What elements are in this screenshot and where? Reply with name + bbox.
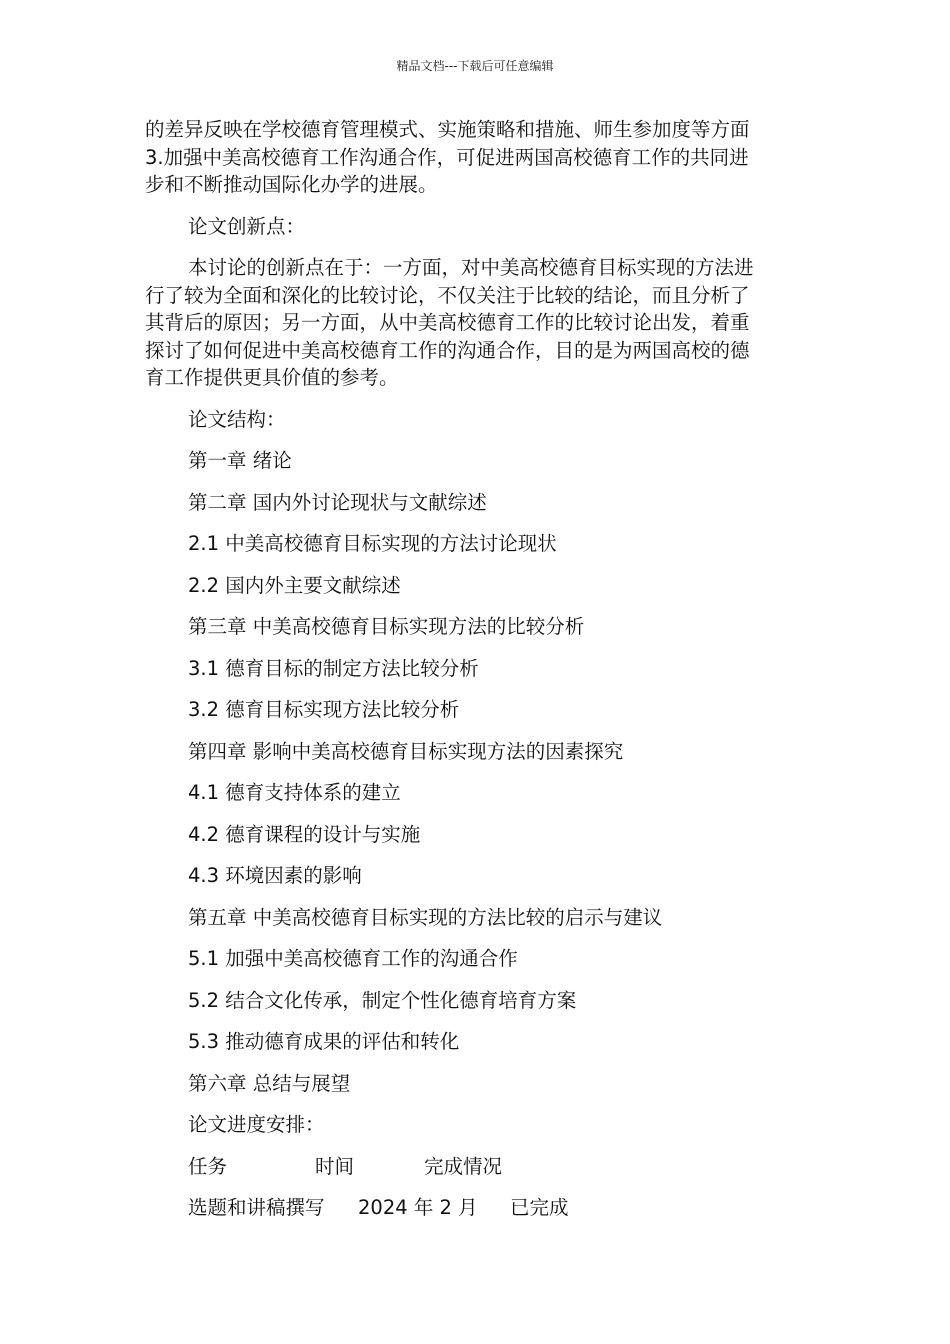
outline-item: 3.1 德育目标的制定方法比较分析 [188, 656, 479, 680]
innovation-line: 本讨论的创新点在于：一方面，对中美高校德育目标实现的方法进 [188, 256, 754, 279]
outline-item: 4.2 德育课程的设计与实施 [188, 822, 421, 846]
outline-item: 5.2 结合文化传承，制定个性化德育培育方案 [188, 988, 577, 1012]
intro-paragraph [145, 116, 805, 199]
outline-item: 2.2 国内外主要文献综述 [188, 573, 401, 597]
structure-heading: 论文结构： [188, 407, 286, 431]
outline-item: 第一章 绪论 [188, 449, 292, 472]
schedule-heading: 论文进度安排： [188, 1113, 325, 1136]
innovation-line: 育工作提供更具价值的参考。 [145, 366, 399, 389]
outline-item: 2.1 中美高校德育目标实现的方法讨论现状 [188, 532, 557, 555]
innovation-paragraph [145, 254, 805, 392]
schedule-row [145, 1194, 805, 1222]
innovation-line: 探讨了如何促进中美高校德育工作的沟通合作，目的是为两国高校的德 [145, 338, 750, 362]
column-header-time: 时间 [315, 1154, 355, 1178]
outline-item: 第二章 国内外讨论现状与文献综述 [188, 490, 487, 514]
innovation-line: 行了较为全面和深化的比较讨论，不仅关注于比较的结论，而且分析了 [145, 283, 750, 307]
schedule-header-row [145, 1153, 805, 1181]
schedule-table [145, 1153, 805, 1222]
outline-item: 第六章 总结与展望 [188, 1071, 351, 1095]
page-header: 精品文档---下载后可任意编辑 [396, 59, 554, 73]
column-header-task: 任务 [188, 1154, 228, 1178]
structure-outline [145, 447, 805, 1097]
document-body [145, 116, 805, 1222]
intro-line: 步和不断推动国际化办学的进展。 [145, 173, 438, 196]
schedule-cell-time: 2024 年 2 月 [358, 1196, 478, 1219]
schedule-cell-task: 选题和讲稿撰写 [188, 1196, 325, 1219]
column-header-status: 完成情况 [424, 1154, 503, 1178]
outline-item: 5.1 加强中美高校德育工作的沟通合作 [188, 947, 518, 970]
innovation-heading: 论文创新点： [188, 214, 306, 238]
outline-item: 第三章 中美高校德育目标实现方法的比较分析 [188, 615, 585, 638]
outline-item: 4.1 德育支持体系的建立 [188, 781, 401, 804]
intro-line: 的差异反映在学校德育管理模式、实施策略和措施、师生参加度等方面 [145, 118, 750, 141]
innovation-line: 其背后的原因；另一方面，从中美高校德育工作的比较讨论出发，着重 [145, 311, 750, 334]
schedule-cell-status: 已完成 [510, 1196, 569, 1219]
outline-item: 第五章 中美高校德育目标实现的方法比较的启示与建议 [188, 905, 663, 929]
outline-item: 3.2 德育目标实现方法比较分析 [188, 698, 460, 721]
outline-item: 5.3 推动德育成果的评估和转化 [188, 1030, 460, 1053]
outline-item: 4.3 环境因素的影响 [188, 864, 362, 887]
outline-item: 第四章 影响中美高校德育目标实现方法的因素探究 [188, 739, 624, 763]
intro-line: 3.加强中美高校德育工作沟通合作，可促进两国高校德育工作的共同进 [145, 145, 749, 169]
